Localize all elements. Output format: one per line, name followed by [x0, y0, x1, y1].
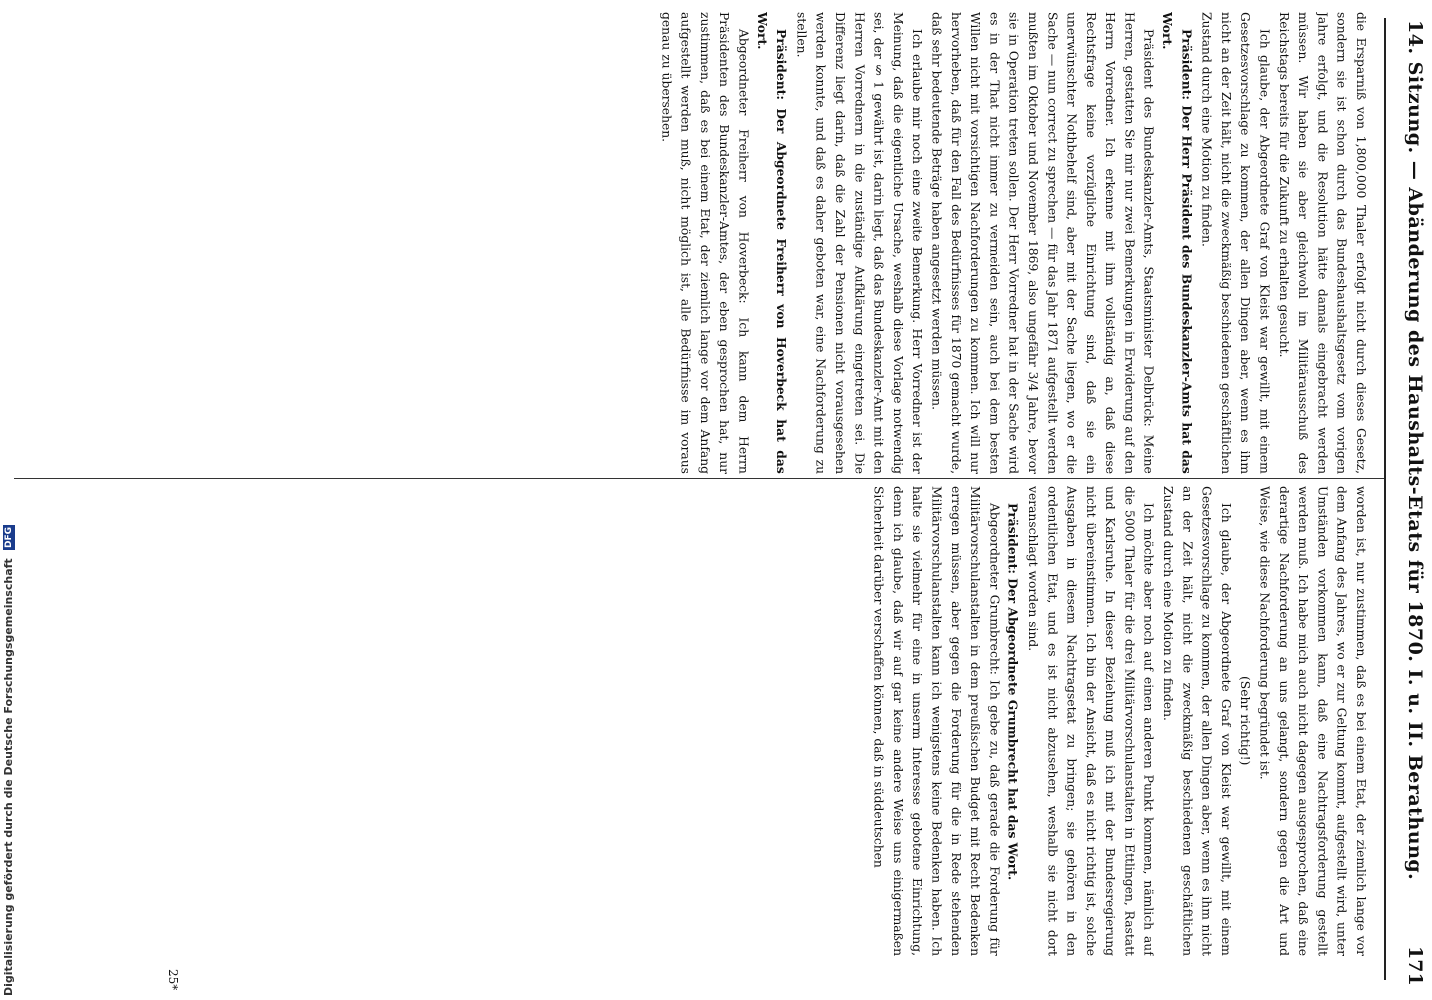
- paragraph: Präsident: Der Abgeordnete Grumbrecht hat das Wort.: [1005, 503, 1021, 881]
- page-number: 171: [1404, 946, 1426, 986]
- header-title: 14. Sitzung. — Abänderung des Haushalts-Etats für 1870. I. u. II. Berathung.: [1404, 20, 1426, 881]
- paragraph: Präsident des Bundeskanzler-Amts, Staatsminister Delbrück: Meine Herren, gestatten Sie mir nur zwei Bemerkungen in Erwiderung auf den Herrn Vorredner. Ich erkenne mit ihm vollständig an, daß diese Rechtsfrage keine vorzügliche Einrichtung sind, daß sie ein unerwünschter Nothbehelf sind, aber mit der Sache liegen, wo er die Sache — nun correct zu sprechen — für das Jahr 1871 aufgestellt werden mußten im Oktober und November 1869, also ungefähr 3/4 Jahre, bevor sie in Operation treten sollen. Der Herr Vorredner hat in der Sache wird es in der That nicht immer zu vermeiden sein, auch bei dem besten Willen nicht mit vorsichtigen Nachforderungen zu kommen. Ich will nur hervorheben, daß für den Fall des Bedürfnisses für 1870 gemacht wurde, daß sehr bedeutende Beträge haben angesetzt werden müssen.: [929, 12, 1156, 474]
- paragraph: Präsident: Der Herr Präsident des Bundeskanzler-Amts hat das Wort.: [1160, 12, 1195, 474]
- digitization-credit: [2, 527, 15, 996]
- credit-text: Digitalisierung gefördert durch die Deutsche Forschungsgemeinschaft: [2, 558, 15, 996]
- paragraph: Präsident: Der Abgeordnete Freiherr von Hoverbeck hat das Wort.: [754, 12, 790, 474]
- running-header: [1404, 20, 1426, 995]
- header-rule: [1384, 18, 1386, 980]
- text-column-right: [55, 486, 1370, 956]
- paragraph: Ich glaube, der Abgeordnete Graf von Kleist war gewillt, mit einem Gesetzesvorschlage zu kommen, der allen Dingen aber, wenn es ihm nicht an der Zeit hält, nicht die zweckmäßig beschiedenen geschäftlichen Zustand durch eine Motion zu finden.: [1199, 12, 1272, 474]
- paragraph: Abgeordneter Freiherr von Hoverbeck: Ich kann dem Herrn Präsidenten des Bundeskanzler-Amtes, der eben gesprochen hat, nur zustimmen, daß es bei einem Etat, der ziemlich lange vor dem Anfang aufgestellt werden muß, nicht möglich ist, alle Bedürfnisse im voraus genau zu übersehen.: [659, 12, 751, 474]
- paragraph: worden ist, nur zustimmen, daß es bei einem Etat, der ziemlich lange vor dem Anfang des Jahres, wo er zur Geltung kommt, aufgestellt wird, unter Umständen vorkommen kann, daß eine Nachtragsforderung gestellt werden muß. Ich habe mich auch nicht dagegen ausgesprochen, daß eine derartige Nachforderung an uns gelangt, sondern gegen die Art und Weise, wie diese Nachforderung begründet ist.: [1257, 486, 1368, 956]
- text-column-left: [55, 12, 1370, 474]
- paragraph: Ich erlaube mir noch eine zweite Bemerkung. Herr Vorredner ist der Meinung, daß die eigentliche Ursache, weshalb diese Vorlage notwendig sei, der § 1 gewährt ist, darin liegt, daß das Bundeskanzler-Amt mit den Herren Vorrednern in die zuständige Aufklärung eingetreten sei. Die Differenz liegt darin, daß die Zahl der Pensionen nicht vorausgesehen werden konnte, und daß es daher geboten war, eine Nachforderung zu stellen.: [794, 12, 925, 474]
- paragraph: (Sehr richtig!): [1238, 676, 1253, 766]
- dfg-logo: DFG: [4, 527, 14, 549]
- paragraph: die Ersparniß von 1,800,000 Thaler erfolgt nicht durch dieses Gesetz, sondern sie ist schon durch das Bundeshaushaltsgesetz vom vorigen Jahre erfolgt, und die Resolution hätte damals eingebracht werden müssen. Wir haben sie aber gleichwohl im Militärausschuß des Reichstags bereits für die Zukunft zu erhalten gesucht.: [1276, 12, 1368, 474]
- paragraph: Ich glaube, der Abgeordnete Graf von Kleist war gewillt, mit einem Gesetzesvorschlage zu kommen, der allen Dingen aber, wenn es ihm nicht an der Zeit hält, nicht die zweckmäßig beschiedenen geschäftlichen Zustand durch eine Motion zu finden.: [1161, 486, 1233, 956]
- paragraph: Abgeordneter Grumbrecht: Ich gebe zu, daß gerade die Forderung für Militärvorschulanstalten in dem preußischen Budget mit Recht Bedenken erregen müssen, aber gegen die Forderung für die in Rede stehenden Militärvorschulanstalten kann ich wenigstens keine Bedenken haben. Ich halte sie vielmehr für eine in unserm Interesse gebotene Einrichtung, denn ich glaube, daß wir auf gar keine andere Weise uns einigermaßen Sicherheit darüber verschaffen können, daß in süddeutschen: [871, 486, 1002, 956]
- folio-mark: 25*: [166, 968, 180, 990]
- column-divider: [14, 478, 1384, 479]
- paragraph: Ich möchte aber noch auf einen anderen Punkt kommen, nämlich auf die 5000 Thaler für die drei Militärvorschulanstalten in Ettlingen, Rastatt und Karlsruhe. In dieser Beziehung muß ich mit der Bundesregierung nicht übereinstimmen. Ich bin der Ansicht, daß es nicht richtig ist, solche Ausgaben in diesem Nachtragsetat zu bringen; sie gehören in den ordentlichen Etat, und es ist nicht abzusehen, weshalb sie nicht dort veranschlagt worden sind.: [1025, 486, 1156, 956]
